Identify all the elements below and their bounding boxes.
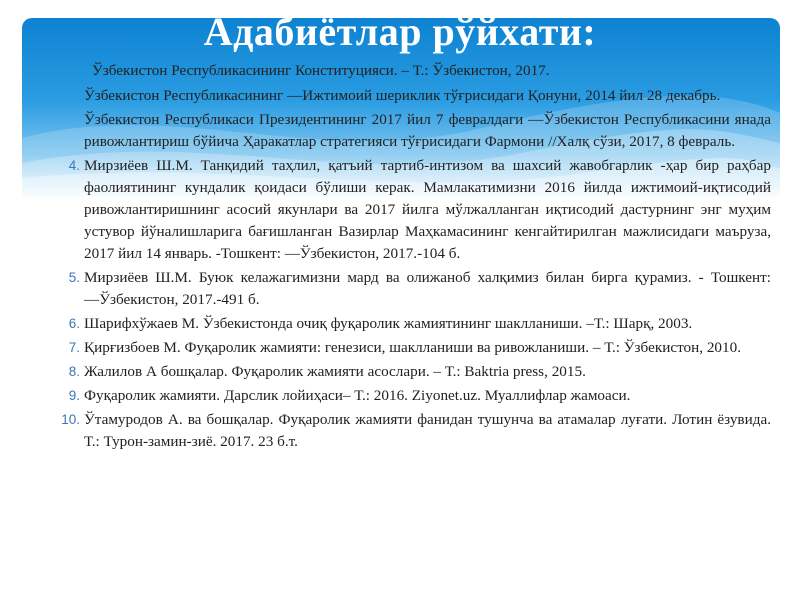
reference-item-4 <box>58 155 771 265</box>
reference-item-1 <box>58 60 771 82</box>
reference-number: 4. <box>68 158 80 173</box>
reference-item-5 <box>58 267 771 311</box>
reference-item-8 <box>58 361 771 383</box>
reference-text: Мирзиёев Ш.М. Буюк келажагимизни мард ва олижаноб халқимиз билан бирга қурамиз. - Тошкент: ―Ўзбекистон, 2017.-491 б. <box>84 269 771 308</box>
reference-text: Қирғизбоев М. Фуқаролик жамияти: генезиси, шаклланиши ва ривожланиши. – Т.: Ўзбекистон, 2010. <box>84 339 741 356</box>
reference-text: Ўзбекистон Республикасининг Конституцияси. – Т.: Ўзбекистон, 2017. <box>92 62 550 79</box>
reference-text: Ўзбекистон Республикасининг ―Ижтимоий шериклик тўғрисидаги Қонуни, 2014 йил 28 декабрь. <box>84 87 721 104</box>
page-title: Адабиётлар рўйхати: <box>203 9 597 54</box>
reference-item-10 <box>58 409 771 453</box>
reference-item-9 <box>58 385 771 407</box>
reference-text: Ўтамуродов А. ва бошқалар. Фуқаролик жамияти фанидан тушунча ва атамалар луғати. Лотин ёзувида. Т.: Турон-замин-зиё. 2017. 23 б.т. <box>84 411 771 450</box>
reference-list <box>58 60 771 455</box>
reference-number: 8. <box>68 364 80 379</box>
reference-number: 5. <box>68 270 80 285</box>
reference-text: Мирзиёев Ш.М. Танқидий таҳлил, қатъий тартиб-интизом ва шахсий жавобгарлик -ҳар бир раҳбар фаолиятининг кундалик қоидаси бўлиши керак. Мамлакатимизни 2016 йилда ижтимоий-иқтисодий ривожлантиришнинг асосий якунлари ва 2017 йилга мўлжалланган иқтисодий дастурнинг энг муҳим устувор йўналишларига бағишланган Вазирлар Маҳкамасининг кенгайтирилган мажлисидаги маъруза, 2017 йил 14 январь. -Тошкент: ―Ўзбекистон, 2017.-104 б. <box>84 157 771 262</box>
reference-item-7 <box>58 337 771 359</box>
reference-number: 6. <box>68 316 80 331</box>
reference-item-6 <box>58 313 771 335</box>
reference-text: Фуқаролик жамияти. Дарслик лойиҳаси– Т.: 2016. Ziyonet.uz. Муаллифлар жамоаси. <box>84 387 631 404</box>
reference-text: Жалилов А бошқалар. Фуқаролик жамияти асослари. – Т.: Baktria press, 2015. <box>84 363 586 380</box>
reference-text: Ўзбекистон Республикаси Президентининг 2017 йил 7 февралдаги ―Ўзбекистон Республикасини янада ривожлантириш бўйича Ҳаракатлар стратегияси тўғрисидаги Фармони //Халқ сўзи, 2017, 8 февраль. <box>84 111 771 150</box>
reference-number: 10. <box>61 412 80 427</box>
reference-item-2 <box>58 85 771 107</box>
reference-item-3 <box>58 109 771 153</box>
reference-number: 7. <box>68 340 80 355</box>
reference-number: 9. <box>68 388 80 403</box>
reference-text: Шарифхўжаев М. Ўзбекистонда очиқ фуқаролик жамиятининг шаклланиши. –Т.: Шарқ, 2003. <box>84 315 693 332</box>
